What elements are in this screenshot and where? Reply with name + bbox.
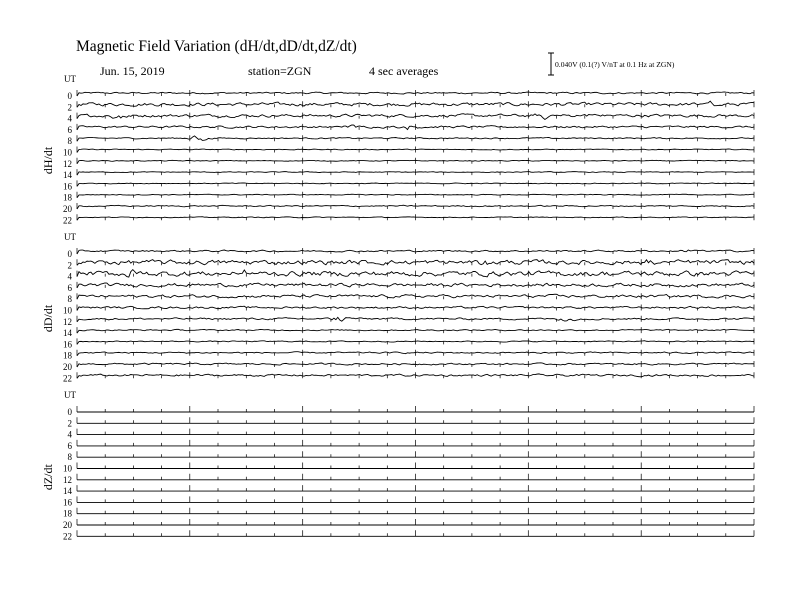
date-label: Jun. 15, 2019 [100, 64, 165, 78]
tick-marks [77, 474, 754, 480]
tick-marks [77, 519, 754, 525]
scale-bar [548, 53, 554, 75]
tick-marks [77, 417, 754, 423]
chart-title: Magnetic Field Variation (dH/dt,dD/dt,dZ/dt) [76, 38, 357, 55]
scale-bar-label: 0.040V (0.1(?) V/nT at 0.1 Hz at ZGN) [555, 60, 675, 69]
tick-marks [77, 440, 754, 446]
tick-marks [77, 530, 754, 536]
ut-axis-label: UT [64, 232, 76, 242]
hour-label: 2 [67, 418, 72, 429]
ut-axis-label: UT [64, 390, 76, 400]
hour-label: 18 [63, 350, 72, 361]
hour-label: 10 [63, 463, 72, 474]
hour-label: 16 [63, 339, 72, 350]
hour-label: 22 [63, 373, 72, 384]
hour-label: 16 [63, 497, 72, 508]
hour-label: 20 [63, 520, 72, 530]
hour-label: 0 [67, 249, 72, 259]
hour-label: 0 [67, 91, 72, 101]
hour-label: 4 [67, 429, 72, 440]
hour-label: 6 [67, 440, 72, 451]
hour-label: 2 [67, 102, 72, 113]
tick-marks [77, 508, 754, 514]
hour-label: 12 [63, 316, 72, 327]
hour-label: 12 [63, 474, 72, 485]
hour-label: 12 [63, 158, 72, 169]
hour-label: 10 [63, 305, 72, 316]
station-label: station=ZGN [248, 64, 312, 78]
hour-label: 6 [67, 124, 72, 135]
panel-label: dH/dt [41, 146, 55, 175]
hour-label: 18 [63, 508, 72, 519]
hour-label: 8 [67, 136, 72, 147]
tick-marks [77, 451, 754, 457]
hour-label: 0 [67, 407, 72, 417]
hour-label: 8 [67, 294, 72, 305]
tick-marks [77, 485, 754, 491]
hour-label: 18 [63, 192, 72, 203]
hour-label: 22 [63, 215, 72, 226]
hour-label: 2 [67, 260, 72, 271]
hour-label: 8 [67, 452, 72, 463]
hour-label: 16 [63, 181, 72, 192]
hour-label: 20 [63, 204, 72, 214]
hour-label: 6 [67, 282, 72, 293]
tick-marks [77, 406, 754, 412]
panel-label: dZ/dt [41, 464, 55, 491]
hour-label: 22 [63, 531, 72, 542]
hour-label: 14 [63, 328, 72, 339]
ut-axis-label: UT [64, 74, 76, 84]
hour-label: 20 [63, 362, 72, 372]
hour-label: 10 [63, 147, 72, 158]
tick-marks [77, 496, 754, 502]
tick-marks [77, 429, 754, 435]
hour-label: 14 [63, 486, 72, 497]
hour-label: 14 [63, 170, 72, 181]
tick-marks [77, 463, 754, 469]
hour-label: 4 [67, 113, 72, 124]
hour-label: 4 [67, 271, 72, 282]
panel-label: dD/dt [41, 304, 55, 333]
averaging-label: 4 sec averages [369, 64, 439, 78]
